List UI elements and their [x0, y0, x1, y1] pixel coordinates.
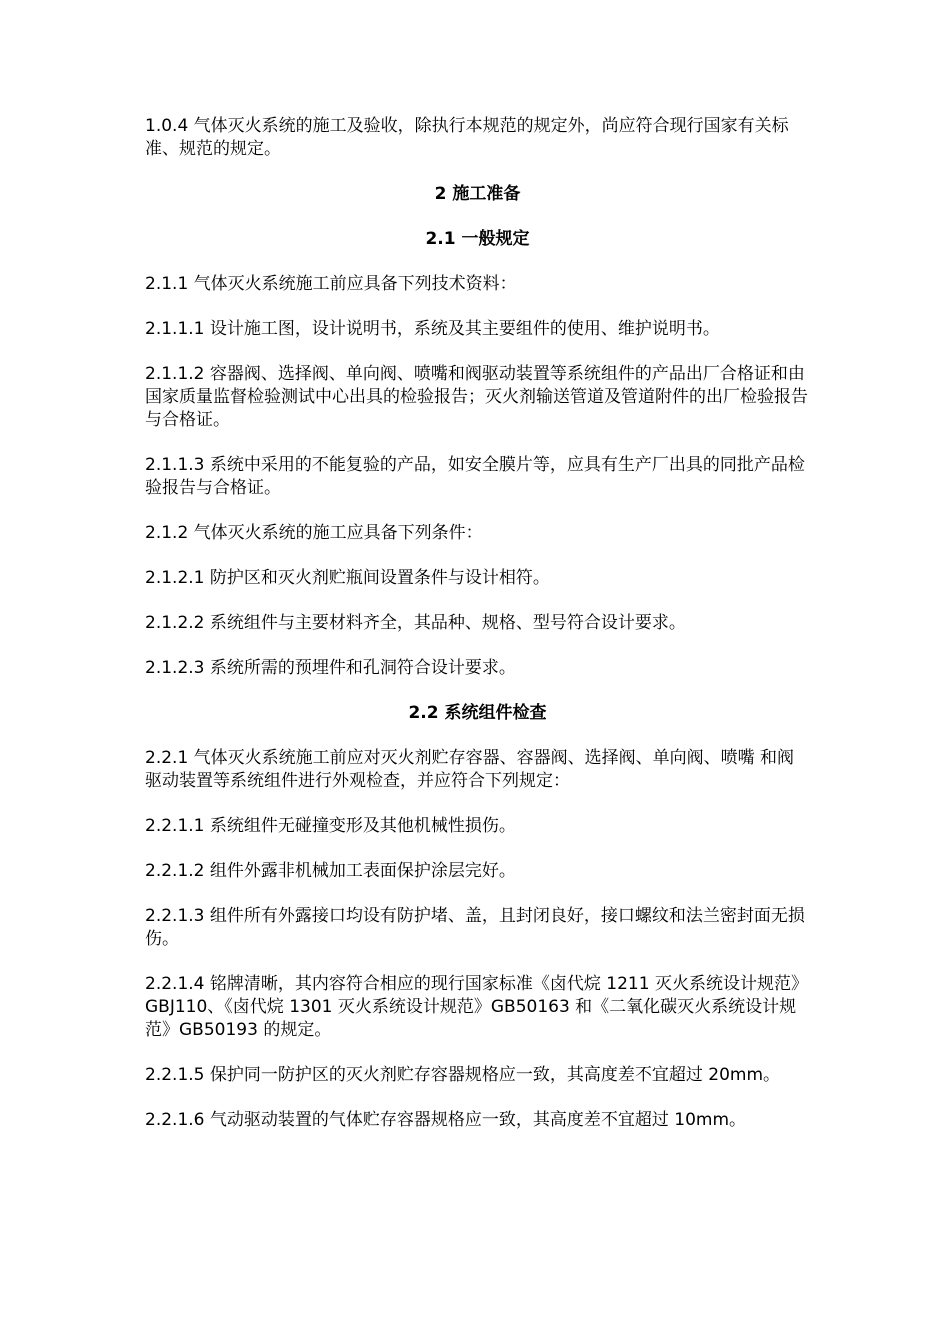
paragraph-2-2-1-4: 2.2.1.4 铭牌清晰，其内容符合相应的现行国家标准《卤代烷 1211 灭火系统设计规范》GBJ110、《卤代烷 1301 灭火系统设计规范》GB50163 和《二氧化碳灭火系统设计规范》GB50193 的规定。: [145, 974, 808, 1040]
section-heading-2-2: 2.2 系统组件检查: [408, 703, 547, 723]
paragraph-2-1-1: 2.1.1 气体灭火系统施工前应具备下列技术资料：: [145, 274, 517, 294]
document-page: [145, 115, 810, 1154]
paragraph-2-1-1-2: 2.1.1.2 容器阀、选择阀、单向阀、喷嘴和阀驱动装置等系统组件的产品出厂合格证和由国家质量监督检验测试中心出具的检验报告；灭火剂输送管道及管道附件的出厂检验报告与合格证。: [145, 364, 808, 430]
paragraph-2-1-2: 2.1.2 气体灭火系统的施工应具备下列条件：: [145, 523, 483, 543]
paragraph-2-2-1-5: 2.2.1.5 保护同一防护区的灭火剂贮存容器规格应一致，其高度差不宜超过 20mm。: [145, 1065, 781, 1085]
paragraph-2-1-1-1: 2.1.1.1 设计施工图，设计说明书，系统及其主要组件的使用、维护说明书。: [145, 319, 720, 339]
paragraph-2-2-1-6: 2.2.1.6 气动驱动装置的气体贮存容器规格应一致，其高度差不宜超过 10mm。: [145, 1110, 747, 1130]
paragraph-2-2-1-3: 2.2.1.3 组件所有外露接口均设有防护堵、盖，且封闭良好，接口螺纹和法兰密封面无损伤。: [145, 906, 805, 949]
paragraph-2-1-2-1: 2.1.2.1 防护区和灭火剂贮瓶间设置条件与设计相符。: [145, 568, 550, 588]
paragraph-2-1-2-2: 2.1.2.2 系统组件与主要材料齐全，其品种、规格、型号符合设计要求。: [145, 613, 686, 633]
paragraph-2-1-1-3: 2.1.1.3 系统中采用的不能复验的产品，如安全膜片等，应具有生产厂出具的同批产品检验报告与合格证。: [145, 455, 805, 498]
paragraph-2-1-2-3: 2.1.2.3 系统所需的预埋件和孔洞符合设计要求。: [145, 658, 516, 678]
paragraph-2-2-1: 2.2.1 气体灭火系统施工前应对灭火剂贮存容器、容器阀、选择阀、单向阀、喷嘴 和阀驱动装置等系统组件进行外观检查，并应符合下列规定：: [145, 748, 795, 791]
chapter-heading-2: 2 施工准备: [434, 184, 521, 204]
paragraph-2-2-1-1: 2.2.1.1 系统组件无碰撞变形及其他机械性损伤。: [145, 816, 516, 836]
section-heading-2-1: 2.1 一般规定: [425, 229, 530, 249]
paragraph-1-0-4: 1.0.4 气体灭火系统的施工及验收，除执行本规范的规定外，尚应符合现行国家有关标准、规范的规定。: [145, 116, 789, 159]
paragraph-2-2-1-2: 2.2.1.2 组件外露非机械加工表面保护涂层完好。: [145, 861, 516, 881]
